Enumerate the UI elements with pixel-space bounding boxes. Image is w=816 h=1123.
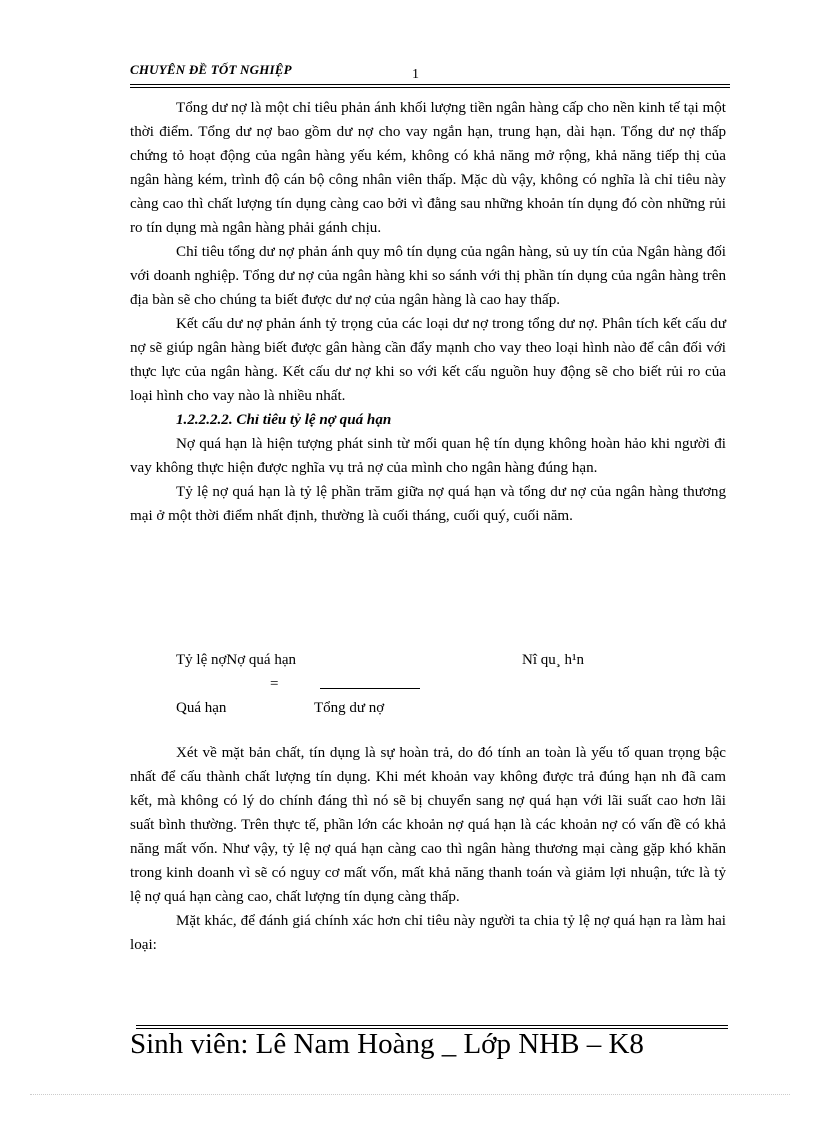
- formula-block: [130, 650, 730, 720]
- paragraph: Tổng dư nợ là một chỉ tiêu phản ánh khối lượng tiền ngân hàng cấp cho nền kinh tế tại một thời điểm. Tổng dư nợ bao gồm dư nợ cho vay ngắn hạn, trung hạn, dài hạn. Tổng dư nợ thấp chứng tỏ hoạt động của ngân hàng yếu kém, không có khả năng mở rộng, khả năng tiếp thị của ngân hàng kém, trình độ cán bộ công nhân viên thấp. Mặc dù vậy, không có nghĩa là chỉ tiêu này càng cao thì chất lượng tín dụng càng cao bởi vì đằng sau những khoản tín dụng đó còn những rủi ro tín dụng mà ngân hàng phải gánh chịu.: [130, 100, 726, 236]
- footer-rule-top: [136, 1025, 728, 1026]
- paragraph: Xét về mặt bản chất, tín dụng là sự hoàn trả, do đó tính an toàn là yếu tố quan trọng bậc nhất để cấu thành chất lượng tín dụng. Khi mét khoản vay không được trả đúng hạn nh đã cam kết, mà không có lý do chính đáng thì nó sẽ bị chuyển sang nợ quá hạn với lãi suất cao hơn lãi suất bình thường. Trên thực tế, phần lớn các khoản nợ quá hạn là các khoản nợ có vấn đề có khả năng mất vốn. Như vậy, tỷ lệ nợ quá hạn càng cao thì ngân hàng thương mại càng gặp khó khăn trong kinh doanh vì sẽ có nguy cơ mất vốn, mất khả năng thanh toán và giảm lợi nhuận, tức là tỷ lệ nợ quá hạn càng cao, chất lượng tín dụng càng thấp.: [130, 745, 726, 905]
- formula-left-bottom: Quá hạn: [176, 700, 227, 716]
- header-title: CHUYÊN ĐỀ TỐT NGHIỆP: [130, 62, 292, 77]
- paragraph: Chỉ tiêu tổng dư nợ phản ánh quy mô tín dụng của ngân hàng, sủ uy tín của Ngân hàng đối với doanh nghiệp. Tổng dư nợ của ngân hàng khi so sánh với thị phần tín dụng của ngân hàng trên địa bàn sẽ cho chúng ta biết được dư nợ của ngân hàng là cao hay thấp.: [130, 244, 726, 308]
- paragraph: Kết cấu dư nợ phản ánh tỷ trọng của các loại dư nợ trong tổng dư nợ. Phân tích kết cấu dư nợ sẽ giúp ngân hàng biết được gân hàng cần đẩy mạnh cho vay theo loại hình nào để cân đối với thực lực của ngân hàng. Kết cấu dư nợ khi so với kết cấu nguồn huy động sẽ cho biết rủi ro của loại hình cho vay nào là nhiều nhất.: [130, 316, 726, 404]
- section-heading: 1.2.2.2.2. Chỉ tiêu tỷ lệ nợ quá hạn: [176, 412, 392, 428]
- paragraph: Mặt khác, để đánh giá chính xác hơn chỉ tiêu này người ta chia tỷ lệ nợ quá hạn ra làm hai loại:: [130, 913, 726, 953]
- formula-denominator: Tổng dư nợ: [314, 700, 385, 716]
- formula-right-top: Nî qu¸ h¹n: [522, 652, 584, 668]
- paragraph: Nợ quá hạn là hiện tượng phát sinh từ mối quan hệ tín dụng không hoàn hảo khi người đi vay không thực hiện được nghĩa vụ trả nợ của mình cho ngân hàng đúng hạn.: [130, 436, 726, 476]
- footer-text: Sinh viên: Lê Nam Hoàng _ Lớp NHB – K8: [130, 1028, 644, 1060]
- header-rule-top: [130, 84, 730, 85]
- document-body-continued: [130, 741, 726, 957]
- formula-left-top: Tỷ lệ nợNợ quá hạn: [176, 652, 296, 668]
- page-number: 1: [412, 67, 419, 82]
- document-body: [130, 96, 726, 528]
- paragraph: Tỷ lệ nợ quá hạn là tỷ lệ phần trăm giữa nợ quá hạn và tổng dư nợ của ngân hàng thương mại ở một thời điểm nhất định, thường là cuối tháng, cuối quý, cuối năm.: [130, 484, 726, 524]
- formula-equals: =: [270, 676, 279, 692]
- page-edge-dots: [30, 1094, 790, 1095]
- fraction-line: [320, 688, 420, 689]
- header-rule-bottom: [130, 87, 730, 88]
